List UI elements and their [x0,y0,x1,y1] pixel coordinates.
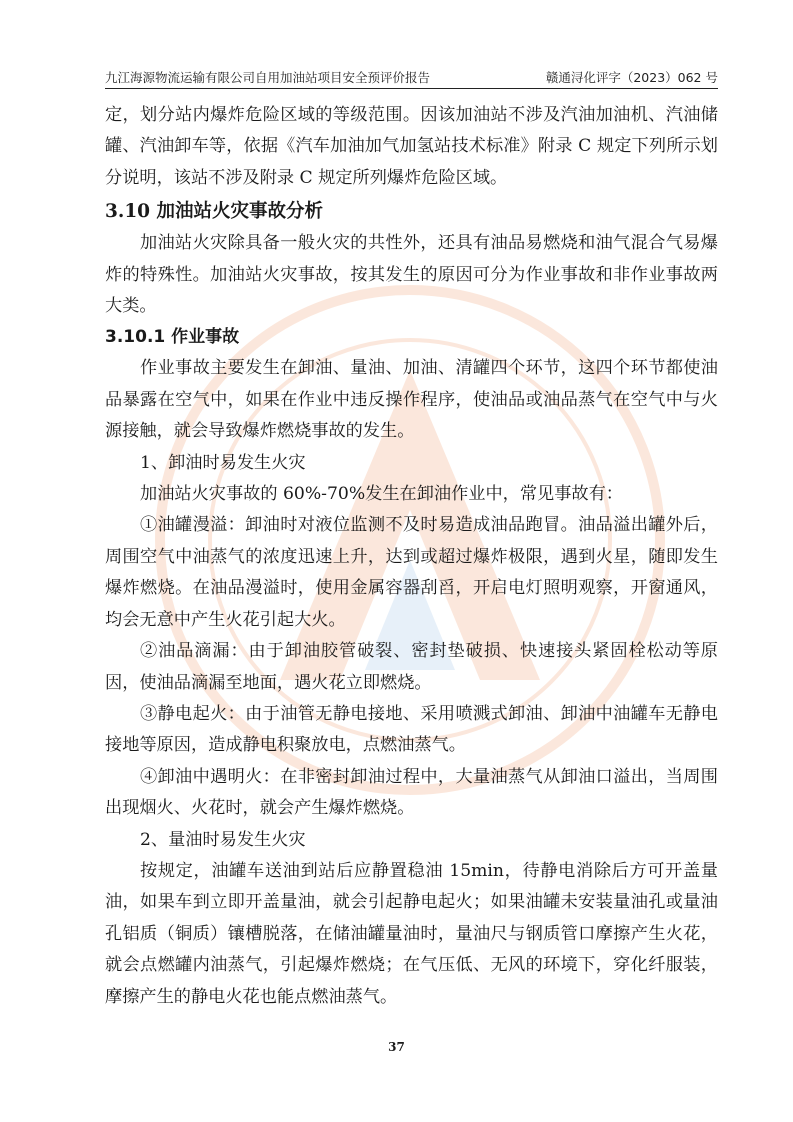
header-report-title: 九江海源物流运输有限公司自用加油站项目安全预评价报告 [105,70,431,85]
page-number: 37 [388,1040,405,1054]
header-report-number: 赣通浔化评字（2023）062 号 [545,70,718,85]
section-heading-3-10-1: 3.10.1 作业事故 [105,327,240,348]
section-heading-3-10: 3.10 加油站火灾事故分析 [105,201,323,223]
paragraph-measuring-rules: 按规定，油罐车送油到站后应静置稳油 15min，待静电消除后方可开盖量油，如果车到立即开盖量油，就会引起静电起火；如果油罐未安装量油孔或量油孔铝质（铜质）镶槽脱落，在储油罐量油时，量油尺与钢质管口摩擦产生火花，就会点燃罐内油蒸气，引起爆炸燃烧；在气压低、无风的环境下，穿化纤服装，摩擦产生的静电火花也能点燃油蒸气。 [105,860,718,1007]
page-header [105,68,718,89]
page-body [105,100,718,1013]
paragraph-operation-accidents: 作业事故主要发生在卸油、量油、加油、清罐四个环节，这四个环节都使油品暴露在空气中，如果在作业中违反操作程序，使油品或油品蒸气在空气中与火源接触，就会导致爆炸燃烧事故的发生。 [105,358,718,442]
list-item-tank-overflow: ①油罐漫溢：卸油时对液位监测不及时易造成油品跑冒。油品溢出罐外后，周围空气中油蒸气的浓度迅速上升，达到或超过爆炸极限，遇到火星，随即发生爆炸燃烧。在油品漫溢时，使用金属容器刮舀，开启电灯照明观察，开窗通风，均会无意中产生火花引起大火。 [105,515,718,630]
paragraph-fire-intro: 加油站火灾除具备一般火灾的共性外，还具有油品易燃烧和油气混合气易爆炸的特殊性。加油站火灾事故，按其发生的原因可分为作业事故和非作业事故两大类。 [105,233,718,317]
paragraph-unloading-stats: 加油站火灾事故的 60%-70%发生在卸油作业中，常见事故有： [140,484,623,505]
list-item-static-fire: ③静电起火：由于油管无静电接地、采用喷溅式卸油、卸油中油罐车无静电接地等原因，造成静电积聚放电，点燃油蒸气。 [105,703,718,756]
list-item-oil-drip: ②油品滴漏：由于卸油胶管破裂、密封垫破损、快速接头紧固栓松动等原因，使油品滴漏至地面，遇火花立即燃烧。 [105,641,718,693]
list-heading-unloading: 1、卸油时易发生火灾 [140,452,306,473]
list-item-open-flame: ④卸油中遇明火：在非密封卸油过程中，大量油蒸气从卸油口溢出，当周围出现烟火、火花时，就会产生爆炸燃烧。 [105,766,718,819]
list-heading-measuring: 2、量油时易发生火灾 [140,829,306,850]
paragraph-hazard-zone: 定，划分站内爆炸危险区域的等级范围。因该加油站不涉及汽油加油机、汽油储罐、汽油卸车等，依据《汽车加油加气加氢站技术标准》附录 C 规定下列所示划分说明，该站不涉及附录 C 规定所列爆炸危险区域。 [105,105,718,188]
